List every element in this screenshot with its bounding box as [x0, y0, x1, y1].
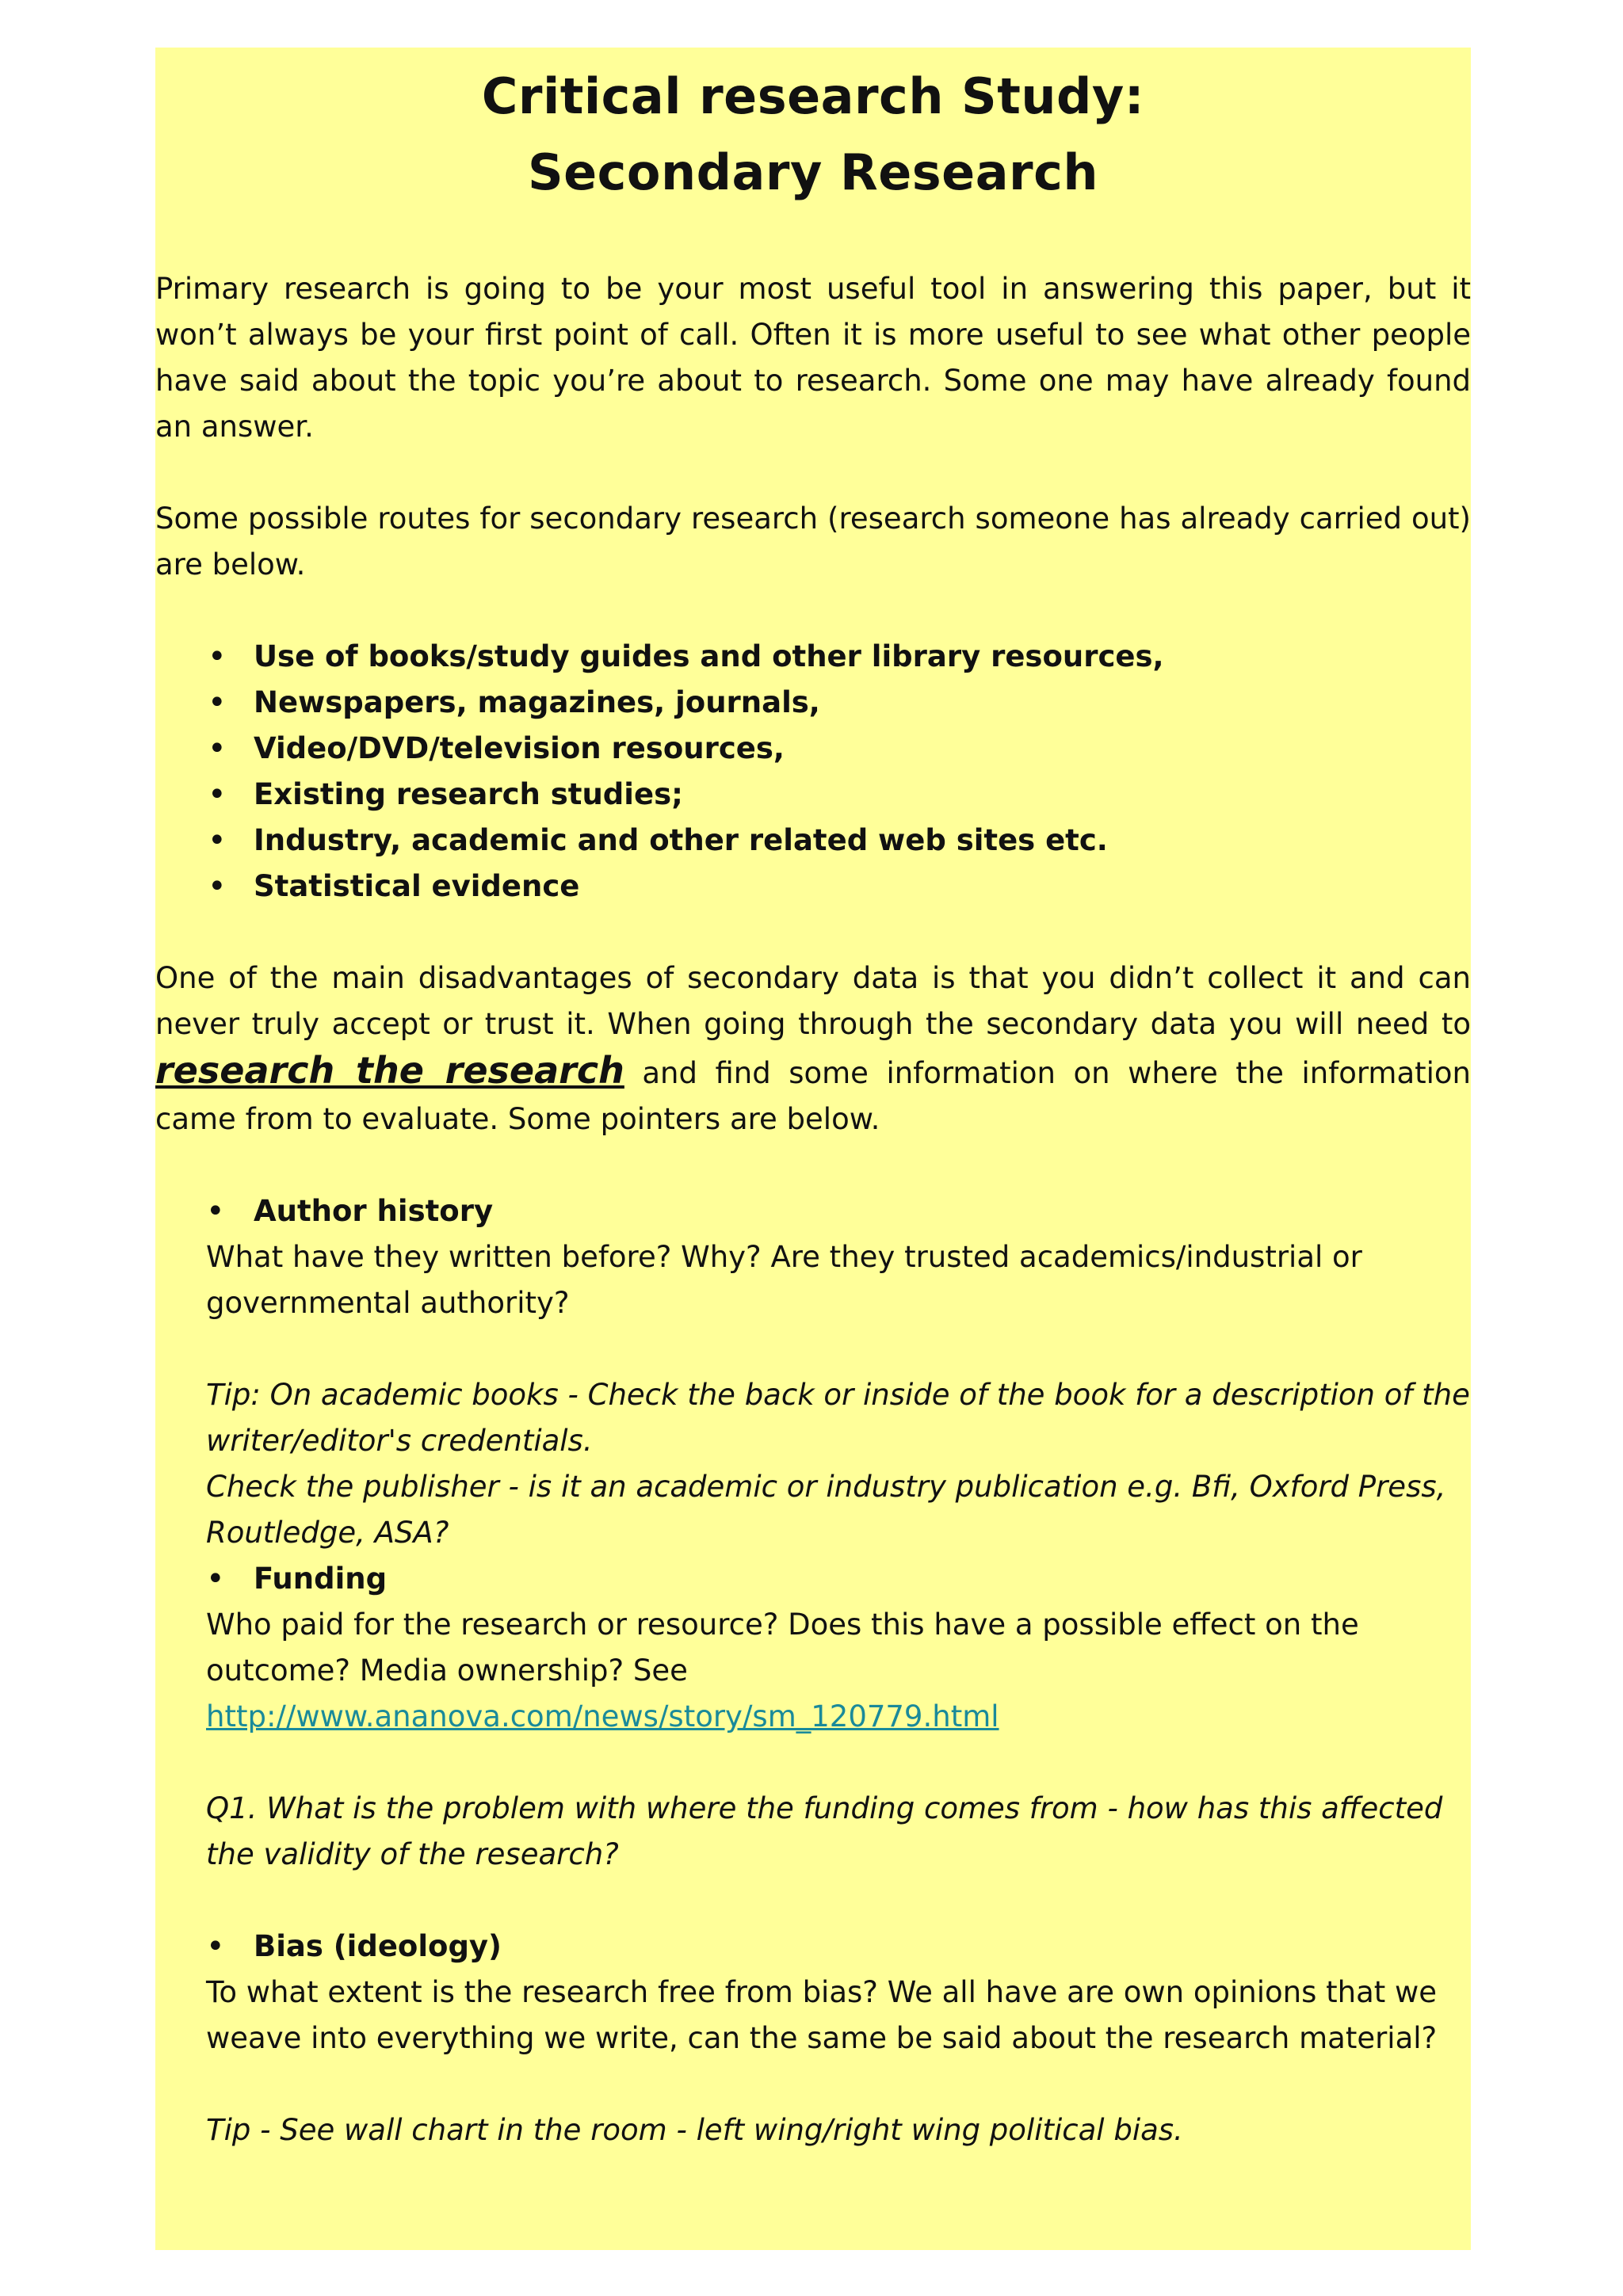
title-line-1: Critical research Study:	[481, 67, 1145, 125]
intro-paragraph: Primary research is going to be your most useful tool in answering this paper, but it won’t always be your first point of call. Often it is more useful to see what other people have said about the topic you’re about to research. Some one may have already found an answer.	[155, 272, 1471, 444]
bias-heading: • Bias (ideology)	[206, 1924, 1471, 1970]
disadvantages-text-start: One of the main disadvantages of secondary data is that you didn’t collect it and can never truly accept or trust it. When going through the secondary data you will need to	[155, 961, 1471, 1041]
funding-question: Q1. What is the problem with where the funding comes from - how has this affected the validity of the research?	[206, 1791, 1443, 1871]
ananova-news-link[interactable]: http://www.ananova.com/news/story/sm_120779.html	[206, 1699, 999, 1733]
list-item: • Video/DVD/television resources,	[254, 726, 1471, 772]
funding-text: Who paid for the research or resource? Does this have a possible effect on the outcome? Media ownership? See	[206, 1608, 1359, 1688]
document-page	[155, 48, 1471, 2250]
research-the-research-emphasis: research the research	[155, 1049, 624, 1092]
disadvantages-paragraph	[155, 955, 1471, 1142]
bias-text: To what extent is the research free from bias? We all have are own opinions that we weave into everything we write, can the same be said about the research material?	[206, 1975, 1438, 2055]
author-tip-publisher: Check the publisher - is it an academic or industry publication e.g. Bfi, Oxford Press, Routledge, ASA?	[206, 1470, 1446, 1550]
author-tip-credentials: Tip: On academic books - Check the back or inside of the book for a description of the writer/editor's credentials.	[206, 1378, 1470, 1458]
page-title	[155, 59, 1471, 211]
list-item: • Newspapers, magazines, journals,	[254, 680, 1471, 726]
list-item: • Existing research studies;	[254, 772, 1471, 818]
title-line-2: Secondary Research	[527, 143, 1099, 201]
pointers-section	[155, 1188, 1471, 2153]
author-history-text: What have they written before? Why? Are they trusted academics/industrial or governmental authority?	[206, 1240, 1362, 1320]
list-item: • Industry, academic and other related web sites etc.	[254, 818, 1471, 864]
list-item: • Statistical evidence	[254, 864, 1471, 910]
bias-tip: Tip - See wall chart in the room - left wing/right wing political bias.	[206, 2113, 1183, 2147]
funding-heading: • Funding	[206, 1556, 1471, 1602]
author-history-heading: • Author history	[206, 1188, 1471, 1234]
disadvantages-text-end: and find some information on where the information came from to evaluate. Some pointers are below.	[155, 1056, 1471, 1136]
routes-list	[155, 634, 1471, 910]
routes-intro-paragraph: Some possible routes for secondary research (research someone has already carried out) are below.	[155, 502, 1471, 582]
list-item: • Use of books/study guides and other library resources,	[254, 634, 1471, 680]
